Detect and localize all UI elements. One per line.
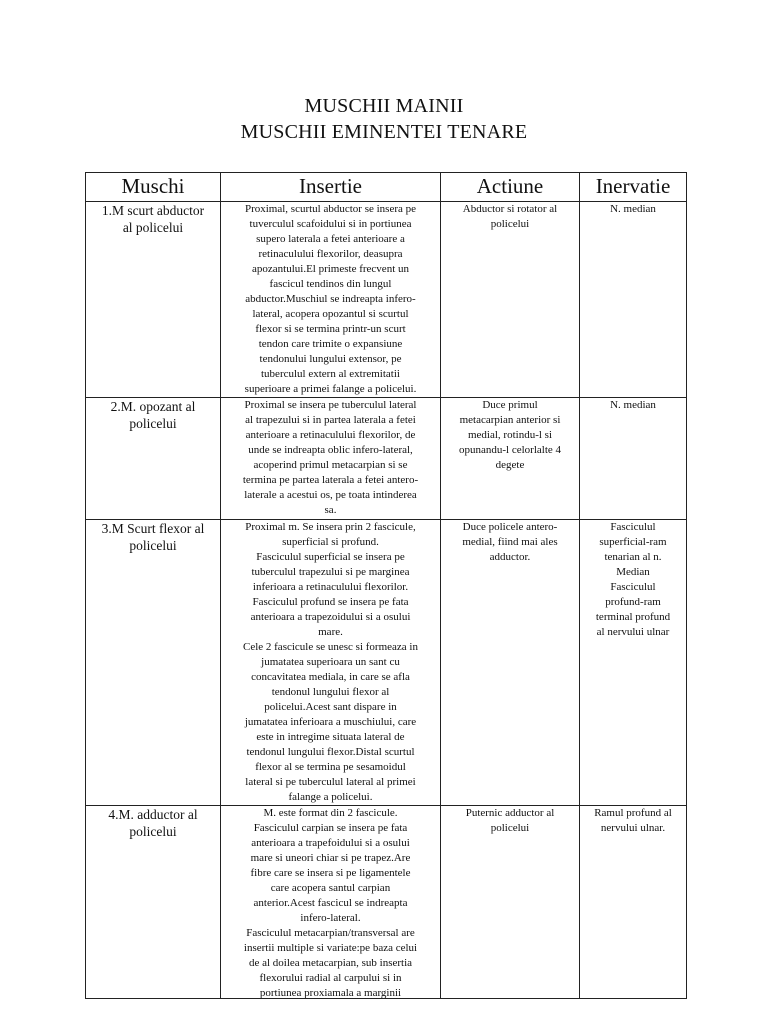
cell-actiune-text: Duce policele antero- medial, fiind mai ales adductor. [462, 521, 558, 563]
cell-insertie-text: M. este format din 2 fascicule. Fasciculul carpian se insera pe fata anterioara a trapefoidului si a osului mare si uneori chiar si pe trapez.Are fibre care se insera si pe ligamentele care acopera santul carpian anterior.Acest fascicul se indreapta infero-lateral. Fasciculul metacarpian/transversal are insertii multiple si variate:pe baza celui de al doilea metacarpian, sub insertia flexorului radial al carpului si in portiunea proxiamala a marginii [243, 807, 418, 998]
cell-muschi [86, 398, 221, 520]
table-header-row [86, 173, 687, 202]
cell-actiune-text: Abductor si rotator al policelui [462, 203, 558, 230]
cell-muschi [86, 202, 221, 398]
cell-insertie-text: Proximal, scurtul abductor se insera pe tuverculul scafoidului si in portiunea supero laterala a fetei anterioare a retinaculului flexorilor, deasupra apozantului.El primeste frecvent un fascicul tendinos din lungul abductor.Muschiul se indreapta infero- lateral, acopera opozantul si scurtul flexor si se termina printr-un scurt tendon care trimite o expansiune tendonului lungului extensor, pe tuberculul extern al extremitatii superioare a primei falange a policelui. [244, 203, 417, 395]
cell-actiune [441, 806, 580, 999]
cell-inervatie-text: Fasciculul superficial-ram tenarian al n. Median Fasciculul profund-ram terminal profund al nervului ulnar [595, 521, 671, 638]
page-subtitle: MUSCHII EMINENTEI TENARE [240, 121, 528, 143]
cell-actiune [441, 398, 580, 520]
cell-inervatie [580, 398, 687, 520]
header-inervatie: Inervatie [580, 173, 687, 202]
cell-insertie [221, 202, 441, 398]
cell-insertie-clip [223, 806, 438, 998]
cell-inervatie [580, 806, 687, 999]
cell-muschi-text: 3.M Scurt flexor al policelui [101, 521, 205, 553]
cell-actiune [441, 202, 580, 398]
table-row [86, 202, 687, 398]
cell-actiune-text: Puternic adductor al policelui [465, 807, 555, 834]
cell-inervatie-text: Ramul profund al nervului ulnar. [594, 807, 672, 834]
cell-insertie-text: Proximal m. Se insera prin 2 fascicule, superficial si profund. Fasciculul superficial se insera pe tuberculul trapezului si pe marginea inferioara a retinaculului flexorilor. Fasciculul profund se insera pe fata anterioara a trapezoidului si a osului mare. Cele 2 fascicule se unesc si formeaza in jumatatea superioara un sant cu concavitatea mediala, in care se afla tendonul lungului flexor al policelui.Acest sant dispare in jumatatea inferioara a muschiului, care este in intregime situata lateral de tendonul lungului flexor.Distal scurtul flexor al se termina pe sesamoidul lateral si pe tuberculul lateral al primei falange a policelui. [242, 521, 418, 803]
cell-insertie [221, 806, 441, 999]
cell-actiune-text: Duce primul metacarpian anterior si medial, rotindu-l si opunandu-l celorlalte 4 degete [458, 399, 562, 471]
muscle-table [85, 172, 687, 999]
cell-muschi-text: 1.M scurt abductor al policelui [101, 203, 205, 235]
table-row [86, 806, 687, 999]
cell-actiune [441, 520, 580, 806]
cell-muschi [86, 806, 221, 999]
cell-muschi [86, 520, 221, 806]
cell-insertie-text: Proximal se insera pe tuberculul lateral al trapezului si in partea laterala a fetei anterioare a retinaculului flexorilor, de unde se indreapta oblic infero-lateral, acoperind primul metacarpian si se termina pe partea laterala a fetei antero- laterale a acestui os, pe toata intinderea sa. [242, 399, 419, 516]
cell-inervatie-text: N. median [610, 399, 656, 411]
cell-insertie [221, 398, 441, 520]
cell-muschi-text: 4.M. adductor al policelui [108, 807, 198, 839]
title-block [0, 93, 768, 145]
table-row [86, 398, 687, 520]
cell-inervatie [580, 202, 687, 398]
cell-inervatie-text: N. median [610, 203, 656, 215]
header-insertie: Insertie [221, 173, 441, 202]
header-actiune: Actiune [441, 173, 580, 202]
page-title: MUSCHII MAINII [304, 95, 464, 117]
cell-insertie [221, 520, 441, 806]
header-muschi: Muschi [86, 173, 221, 202]
table-row [86, 520, 687, 806]
cell-muschi-text: 2.M. opozant al policelui [110, 399, 196, 431]
cell-inervatie [580, 520, 687, 806]
